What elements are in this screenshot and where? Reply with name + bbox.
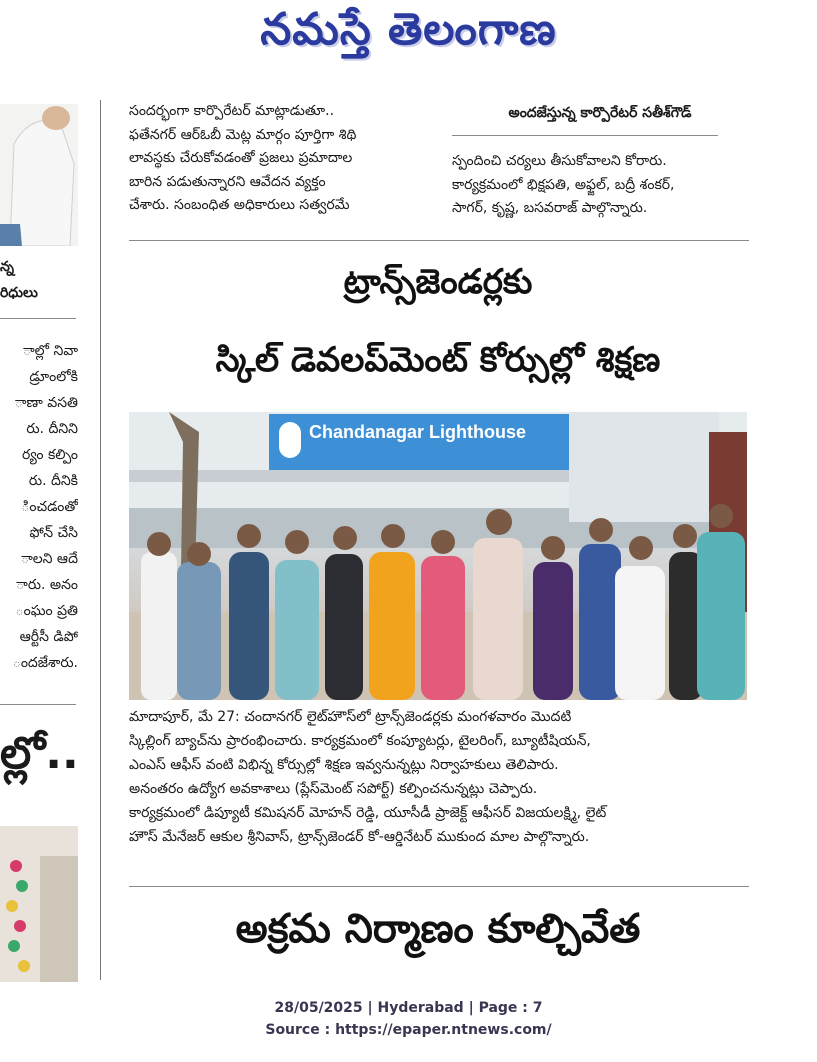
main-headline-line1: ట్రాన్స్‌జెండర్లకు <box>343 262 533 302</box>
left-heading-fragment-1: న్న <box>0 259 14 275</box>
main-headline-line2: స్కిల్ డెవలప్‌మెంట్ కోర్సుల్లో శిక్షణ <box>215 340 661 380</box>
article-line: డ్రూంలోకి <box>29 369 78 385</box>
article-line: రు. దీనికి <box>28 473 78 489</box>
article-line: హౌస్ మేనేజర్ ఆకుల శ్రీనివాస్, ట్రాన్స్‌జెండర్ కో-ఆర్డినేటర్ ముకుంద మాల పాల్గొన్నారు. <box>129 829 590 845</box>
article-line: ర్యం కల్పిం <box>22 447 78 463</box>
left-bottom-photo <box>0 826 78 982</box>
article-line: ించడంతో <box>21 499 78 515</box>
article-line: కార్యక్రమంలో డిప్యూటీ కమిషనర్ మోహన్ రెడ్డి, యూసీడీ ప్రాజెక్ట్ ఆఫీసర్ విజయలక్ష్మి, లైట్ <box>129 805 607 821</box>
left-column-text <box>2 338 78 676</box>
article-line: స్కిల్లింగ్ బ్యాచ్‌ను ప్రారంభించారు. కార్యక్రమంలో కంప్యూటర్లు, టైలరింగ్, బ్యూటీషియన్, <box>129 733 591 749</box>
lighthouse-logo-icon <box>279 422 301 458</box>
article-line: ఫోన్ చేసి <box>29 525 78 541</box>
section-rule-bottom <box>129 886 749 887</box>
article-line: ంఘం ప్రతి <box>15 603 78 619</box>
main-article-photo <box>129 412 747 700</box>
lighthouse-sign: Chandanagar Lighthouse <box>309 422 527 442</box>
left-headline-fragment: ల్లో.. <box>0 728 79 779</box>
column-divider-left <box>100 100 101 980</box>
masthead-logo: నమస్తే తెలంగాణ <box>260 4 557 55</box>
caption-rule <box>452 135 718 136</box>
article-line: ందజేశారు. <box>12 655 78 671</box>
bottom-headline: అక్రమ నిర్మాణం కూల్చివేత <box>235 906 641 952</box>
article-line: సందర్భంగా కార్పొరేటర్ మాట్లాడుతూ.. <box>129 103 335 119</box>
article-line: ారు. అనం <box>16 577 78 593</box>
article-line: ాల్లో నివా <box>22 343 78 359</box>
left-heading-fragment-2: రిధులు <box>0 285 38 301</box>
footer-source-link[interactable]: Source : https://epaper.ntnews.com/ <box>265 1022 552 1038</box>
article-line: బారిన పడుతున్నారని ఆవేదన వ్యక్తం <box>129 173 326 190</box>
footer-date-line: 28/05/2025 | Hyderabad | Page : 7 <box>274 1000 543 1016</box>
article-line: రు. దీనిని <box>26 421 78 437</box>
article-line: అనంతరం ఉద్యోగ అవకాశాలు (ప్లేస్‌మెంట్ సపోర్ట్) కల్పించనున్నట్లు చెప్పారు. <box>129 781 538 797</box>
article-line: మాదాపూర్, మే 27: చందానగర్ లైట్‌హౌస్‌లో ట్రాన్స్‌జెండర్లకు మంగళవారం మొదటి <box>129 709 572 725</box>
article-line: ఆర్టీసీ డిపో <box>19 629 78 645</box>
left-column-photo <box>0 104 78 246</box>
top-right-article <box>452 150 748 221</box>
article-line: ాణా వసతి <box>14 395 78 411</box>
photo-illustration <box>129 412 747 700</box>
section-rule-top <box>129 240 749 241</box>
article-line: ఎంఎస్ ఆఫీస్ వంటి విభిన్న కోర్సుల్లో శిక్షణ ఇవ్వనున్నట్లు నిర్వాహకులు తెలిపారు. <box>129 757 559 773</box>
article-line: చేశారు. సంబంధిత అధికారులు సత్వరమే <box>129 197 350 213</box>
article-line: ాలని ఆదే <box>21 551 78 567</box>
main-article-body <box>129 705 749 849</box>
article-line: కార్యక్రమంలో భిక్షపతి, అఫ్జల్, బద్రీ శంకర్, <box>452 176 675 193</box>
left-heading-rule <box>0 318 76 319</box>
photo-caption: అందజేస్తున్న కార్పొరేటర్ సతీశ్‌గౌడ్ <box>508 105 692 121</box>
left-column-heading <box>0 254 98 306</box>
article-line: స్పందించి చర్యలు తీసుకోవాలని కోరారు. <box>452 153 667 169</box>
article-line: ఫతేనగర్ ఆర్ఓబీ మెట్ల మార్గం పూర్తిగా శిథి <box>129 126 357 143</box>
top-left-article <box>129 100 451 218</box>
article-line: సాగర్, కృష్ణ, బసవరాజ్ పాల్గొన్నారు. <box>452 200 648 216</box>
article-line: లావస్థకు చేరుకోవడంతో ప్రజలు ప్రమాదాల <box>129 150 353 166</box>
left-column-rule <box>0 704 76 705</box>
